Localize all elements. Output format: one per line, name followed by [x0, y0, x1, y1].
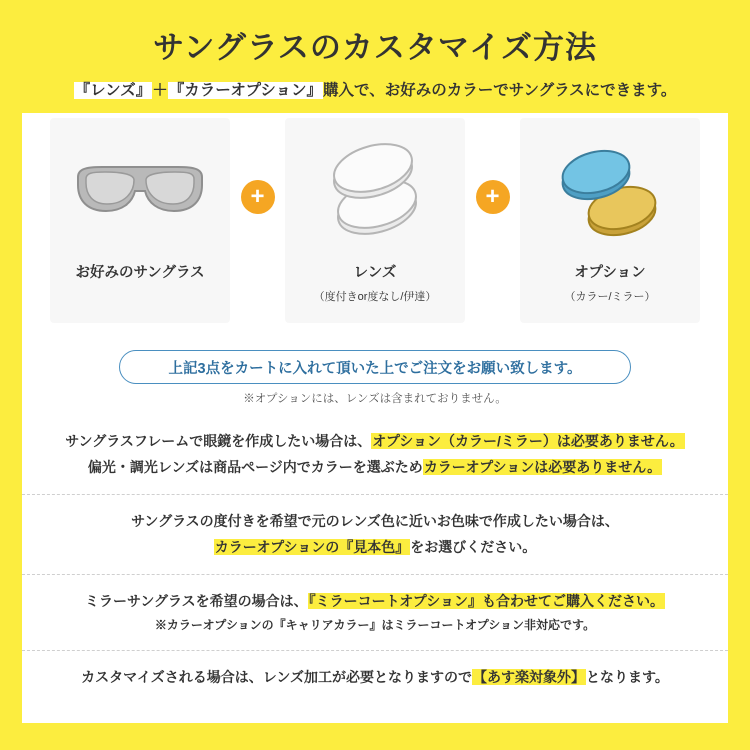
card-label: レンズ [353, 265, 397, 281]
note-line [22, 665, 728, 691]
plus-icon-1: + [241, 180, 275, 214]
note-text-highlight: 【あす楽対象外】 [472, 668, 585, 685]
sunglasses-icon [50, 118, 230, 268]
card-caption [520, 261, 700, 304]
plus-icon-2: + [476, 180, 510, 214]
card-option [520, 118, 700, 323]
note-text: をお選びください。 [410, 538, 537, 555]
subtitle-part-color-option: 『カラーオプション』 [168, 82, 323, 99]
note-text: サングラスフレームで眼鏡を作成したい場合は、 [65, 433, 372, 449]
note-line [22, 535, 728, 561]
left-band [0, 0, 22, 750]
bottom-band [0, 723, 750, 750]
page-subtitle [0, 78, 750, 100]
note-line [22, 429, 728, 455]
card-label: オプション [574, 265, 646, 281]
subtitle-part-tail: 購入で、お好みのカラーでサングラスにできます。 [323, 82, 677, 99]
subtitle-part-plus: ＋ [152, 82, 168, 99]
note-line-small: ※カラーオプションの『キャリアカラー』はミラーコートオプション非対応です。 [154, 618, 596, 633]
note-text: ミラーサングラスを希望の場合は、 [85, 592, 308, 609]
subtitle-part-lens: 『レンズ』 [74, 82, 152, 99]
note-text-highlight: カラーオプションは必要ありません。 [423, 458, 662, 475]
card-label: お好みのサングラス [75, 265, 205, 281]
note-text-highlight: カラーオプションの『見本色』 [214, 538, 410, 555]
option-note: ※オプションには、レンズは含まれておりません。 [243, 393, 507, 405]
card-sunglasses [50, 118, 230, 323]
note-row-1 [22, 415, 728, 495]
note-text: となります。 [585, 668, 669, 685]
note-line [22, 509, 728, 535]
card-sublabel: （度付きor度なし/伊達） [313, 291, 437, 303]
notes-list [22, 415, 728, 704]
note-text: 偏光・調光レンズは商品ページ内でカラーを選ぶため [87, 458, 423, 475]
note-text: カスタマイズされる場合は、レンズ加工が必要となりますので [81, 668, 472, 685]
color-option-icon [520, 118, 700, 268]
note-text-highlight: オプション（カラー/ミラー）は必要ありません。 [372, 433, 684, 449]
right-band [728, 0, 750, 750]
product-cards [50, 118, 700, 328]
order-instruction-pill: 上記3点をカートに入れて頂いた上でご注文をお願い致します。 [119, 350, 631, 384]
note-text-highlight: 『ミラーコートオプション』も合わせてご購入ください。 [308, 592, 664, 609]
page-title: サングラスのカスタマイズ方法 [153, 30, 597, 65]
card-sublabel: （カラー/ミラー） [564, 291, 656, 303]
note-row-3 [22, 575, 728, 651]
note-text: サングラスの度付きを希望で元のレンズ色に近いお色味で作成したい場合は、 [131, 512, 619, 529]
note-line [22, 455, 728, 481]
note-row-4 [22, 651, 728, 704]
note-line [22, 589, 728, 615]
card-caption [50, 261, 230, 288]
card-caption [285, 261, 465, 304]
note-row-2 [22, 495, 728, 575]
lens-pair-icon [285, 118, 465, 268]
card-lens [285, 118, 465, 323]
